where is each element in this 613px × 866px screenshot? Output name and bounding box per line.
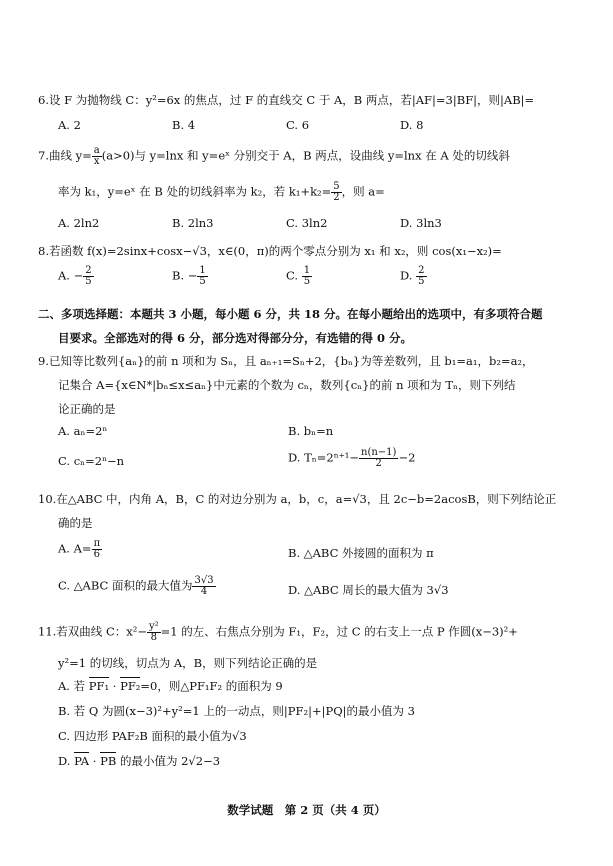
q9-d-suffix: −2 <box>398 450 416 465</box>
q11-option-c: C. 四边形 PAF₂B 面积的最小值为√3 <box>58 729 247 743</box>
q9-option-b: B. bₙ=n <box>288 424 334 438</box>
q8-option-c <box>286 266 312 287</box>
q10-option-b: B. △ABC 外接圆的面积为 π <box>288 546 434 560</box>
q8-c-num: 1 <box>303 265 311 276</box>
q7-frac-num: a <box>93 145 100 156</box>
q9-d-fraction <box>359 448 398 469</box>
q7-stem-suffix: (a>0)与 y=lnx 和 y=eˣ 分别交于 A，B 两点，设曲线 y=lnx 在 A 处的切线斜 <box>101 148 510 163</box>
q11-a-dot: · <box>109 679 121 693</box>
section2-heading-line1: 二、多项选择题：本题共 3 小题，每小题 6 分，共 18 分。在每小题给出的选项中，有多项符合题 <box>38 307 543 321</box>
q7-option-c: C. 3ln2 <box>286 216 328 230</box>
q8-option-b <box>172 266 208 287</box>
q11-line2: y²=1 的切线，切点为 A，B，则下列结论正确的是 <box>58 656 318 670</box>
q7-stem <box>38 146 510 167</box>
q8-stem: 8.若函数 f(x)=2sinx+cosx−√3，x∈(0，π)的两个零点分别为 x₁ 和 x₂，则 cos(x₁−x₂)= <box>38 244 502 258</box>
q8-d-prefix: D. <box>400 268 417 283</box>
q10-option-a <box>58 539 102 560</box>
q8-b-prefix: B. − <box>172 268 198 283</box>
q7-stem-line2 <box>58 182 385 203</box>
q10-c-prefix: C. △ABC 面积的最大值为 <box>58 578 193 593</box>
q7-line2-frac-num: 5 <box>333 181 340 192</box>
q7-fraction <box>92 146 102 167</box>
q6-option-d: D. 8 <box>400 118 424 132</box>
q6-option-b: B. 4 <box>172 118 196 132</box>
q7-line2-prefix: 率为 k₁，y=eˣ 在 B 处的切线斜率为 k₂，若 k₁+k₂= <box>58 184 332 199</box>
q11-option-b: B. 若 Q 为圆(x−3)²+y²=1 上的一动点，则|PF₂|+|PQ|的最小值为 3 <box>58 704 415 718</box>
q11-line1-num: y² <box>148 621 159 632</box>
q8-c-fraction <box>302 266 312 287</box>
q8-a-fraction <box>83 266 93 287</box>
q9-line1: 9.已知等比数列{aₙ}的前 n 项和为 Sₙ，且 aₙ₊₁=Sₙ+2，{bₙ}为等差数列，且 b₁=a₁，b₂=a₂， <box>38 354 534 368</box>
q10-c-num: 3√3 <box>194 575 214 586</box>
q7-option-d: D. 3ln3 <box>400 216 442 230</box>
q10-c-den: 4 <box>200 586 208 597</box>
q11-d-suffix: 的最小值为 2√2−3 <box>116 754 221 768</box>
q9-option-c: C. cₙ=2ⁿ−n <box>58 454 125 468</box>
q8-option-a <box>58 266 94 287</box>
q9-d-den: 2 <box>375 458 382 469</box>
q7-line2-fraction <box>331 182 341 203</box>
q10-option-d: D. △ABC 周长的最大值为 3√3 <box>288 583 449 597</box>
q11-d-prefix: D. <box>58 754 75 768</box>
q9-line3: 论正确的是 <box>58 402 116 416</box>
q8-option-d <box>400 266 427 287</box>
q9-option-d <box>288 448 415 469</box>
q11-d-vector-pb: PB <box>100 754 117 768</box>
q6-option-a: A. 2 <box>58 118 81 132</box>
section2-heading-line2: 目要求。全部选对的得 6 分，部分选对得部分分，有选错的得 0 分。 <box>58 331 413 345</box>
q7-line2-suffix: ，则 a= <box>341 184 385 199</box>
q11-line1-prefix: 11.若双曲线 C：x²− <box>38 624 147 639</box>
q7-frac-den: x <box>93 156 100 167</box>
q11-line1 <box>38 622 518 643</box>
q8-a-den: 5 <box>85 276 92 287</box>
q6-stem: 6.设 F 为抛物线 C：y²=6x 的焦点，过 F 的直线交 C 于 A，B 两点，若|AF|=3|BF|，则|AB|= <box>38 93 535 107</box>
q11-a-suffix: =0，则△PF₁F₂ 的面积为 9 <box>140 679 283 693</box>
q8-a-num: 2 <box>85 265 92 276</box>
q8-d-num: 2 <box>418 265 425 276</box>
q8-b-fraction <box>197 266 207 287</box>
q11-a-vector-pf2: PF₂ <box>120 679 141 693</box>
q8-a-prefix: A. − <box>58 268 84 283</box>
q7-option-a: A. 2ln2 <box>58 216 100 230</box>
q11-a-prefix: A. 若 <box>58 679 89 693</box>
q10-line2: 确的是 <box>58 516 93 530</box>
q11-line1-fraction <box>147 622 161 643</box>
q11-line1-suffix: =1 的左、右焦点分别为 F₁，F₂，过 C 的右支上一点 P 作圆(x−3)²+ <box>160 624 518 639</box>
q9-d-num: n(n−1) <box>361 447 397 458</box>
q7-option-b: B. 2ln3 <box>172 216 214 230</box>
q11-d-dot: · <box>89 754 101 768</box>
q9-line2: 记集合 A={x∈N*|bₙ≤x≤aₙ}中元素的个数为 cₙ，数列{cₙ}的前 n 项和为 Tₙ，则下列结 <box>58 378 516 392</box>
q11-d-vector-pa: PA <box>74 754 90 768</box>
q7-line2-frac-den: 2 <box>333 192 340 203</box>
q8-b-num: 1 <box>199 265 206 276</box>
q10-a-fraction <box>92 539 103 560</box>
q10-c-fraction <box>192 576 215 597</box>
q11-option-d <box>58 753 220 769</box>
q10-a-prefix: A. A= <box>58 541 92 556</box>
page-footer: 数学试题 第 2 页（共 4 页） <box>227 803 386 817</box>
q8-c-den: 5 <box>303 276 311 287</box>
q11-option-a <box>58 678 283 694</box>
q8-d-den: 5 <box>418 276 425 287</box>
q10-line1: 10.在△ABC 中，内角 A，B，C 的对边分别为 a，b，c，a=√3，且 2c−b=2acosB，则下列结论正 <box>38 492 557 506</box>
q9-d-prefix: D. Tₙ=2ⁿ⁺¹− <box>288 450 360 465</box>
q10-a-num: π <box>93 538 101 549</box>
q10-a-den: 6 <box>93 549 101 560</box>
q11-a-vector-pf1: PF₁ <box>88 679 110 693</box>
q6-option-c: C. 6 <box>286 118 310 132</box>
q9-option-a: A. aₙ=2ⁿ <box>58 424 108 438</box>
q8-c-prefix: C. <box>286 268 302 283</box>
q8-b-den: 5 <box>199 276 206 287</box>
q8-d-fraction <box>416 266 426 287</box>
q7-stem-prefix: 7.曲线 y= <box>38 148 92 163</box>
q11-line1-den: 8 <box>150 632 157 643</box>
q10-option-c <box>58 576 216 597</box>
